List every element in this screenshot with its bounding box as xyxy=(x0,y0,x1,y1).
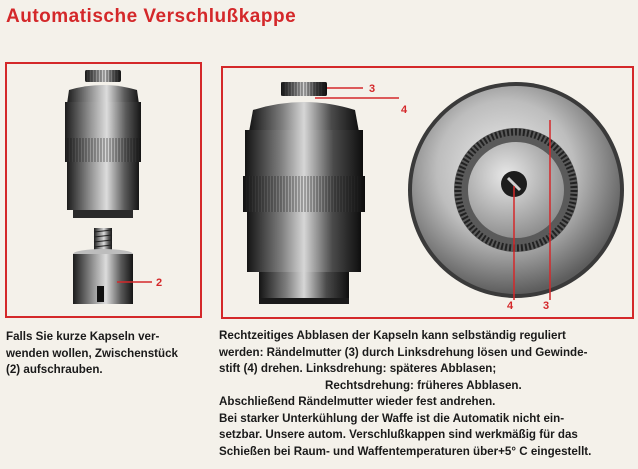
page-title: Automatische Verschlußkappe xyxy=(6,6,297,27)
caption-line: wenden wollen, Zwischenstück xyxy=(6,346,179,360)
callout-2-label: 2 xyxy=(156,277,163,289)
right-caption xyxy=(219,328,629,460)
callout-3-top-label: 3 xyxy=(369,83,376,95)
caption-line: stift (4) drehen. Linksdrehung: späteres Abblasen; xyxy=(219,362,497,375)
cap-with-adapter-illustration xyxy=(7,64,200,316)
caption-line: Rechtzeitiges Abblasen der Kapseln kann selbständig reguliert xyxy=(219,329,566,342)
callout-3-bottom-label: 3 xyxy=(543,300,550,312)
caption-line: Abschließend Rändelmutter wieder fest andrehen. xyxy=(219,395,496,408)
caption-line: Bei starker Unterkühlung der Waffe ist die Automatik nicht ein- xyxy=(219,411,565,425)
callout-4-top-label: 4 xyxy=(401,104,408,116)
callout-4-bottom-label: 4 xyxy=(507,300,514,312)
caption-line: Schießen bei Raum- und Waffentemperaturen über+5° C eingestellt. xyxy=(219,444,592,458)
caption-line: setzbar. Unsere autom. Verschlußkappen sind werkmäßig für das xyxy=(219,428,578,441)
right-photo-frame xyxy=(221,66,634,319)
cap-side-and-top-illustration xyxy=(223,68,632,317)
left-caption xyxy=(6,329,198,379)
left-photo-frame xyxy=(5,62,202,318)
caption-line: werden: Rändelmutter (3) durch Linksdrehung lösen und Gewinde- xyxy=(219,345,588,359)
caption-line: Rechtsdrehung: früheres Abblasen. xyxy=(325,378,522,392)
caption-line: (2) aufschrauben. xyxy=(6,363,103,376)
caption-line: Falls Sie kurze Kapseln ver- xyxy=(6,330,160,343)
